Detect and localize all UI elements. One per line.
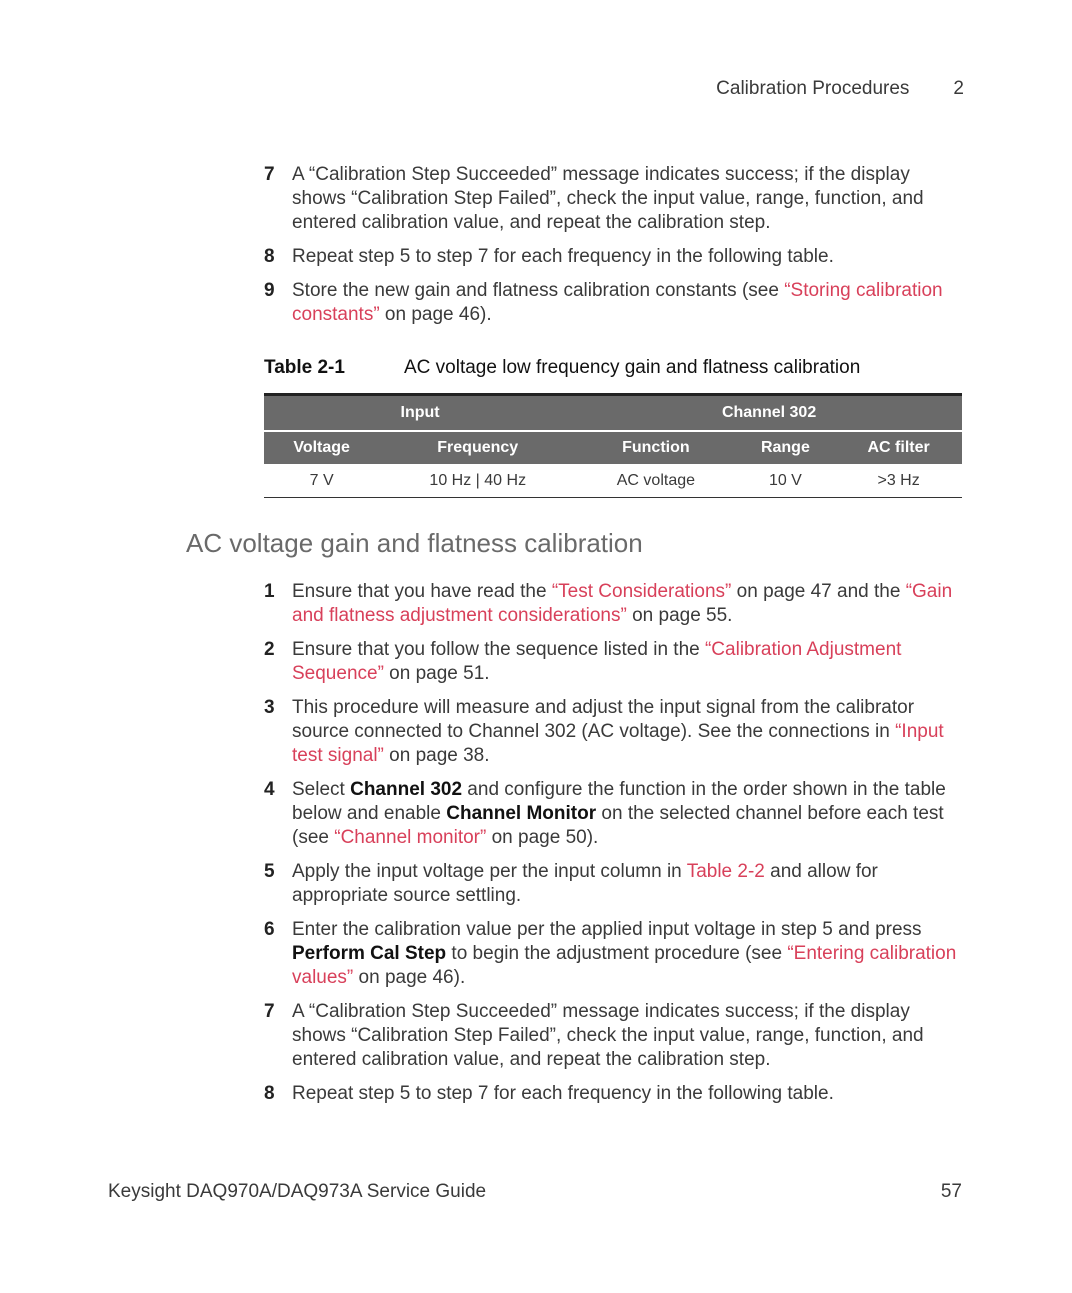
step-text-part: on page 55. (626, 605, 733, 626)
emphasis-channel-302: Channel 302 (350, 779, 463, 800)
column-header-frequency: Frequency (379, 431, 576, 464)
link-channel-monitor[interactable]: “Channel monitor” (334, 827, 487, 848)
list-item (264, 279, 964, 327)
step-text-part: Repeat step 5 to step 7 for each frequency in the following table. (292, 246, 834, 267)
emphasis-perform-cal-step: Perform Cal Step (292, 943, 447, 964)
cell-frequency: 10 Hz | 40 Hz (379, 464, 576, 498)
step-number: 4 (264, 779, 275, 800)
step-text-part: on page 47 and the (731, 581, 906, 602)
list-item (264, 1000, 964, 1072)
list-item (264, 163, 964, 235)
list-item (264, 918, 964, 990)
link-storing-calibration-constants[interactable]: “Storing calibration constants” (292, 280, 943, 325)
link-table-2-2[interactable]: Table 2-2 (686, 861, 765, 882)
step-text-part: Ensure that you have read the (292, 581, 552, 602)
running-header (716, 78, 964, 100)
step-list-bottom (264, 580, 964, 1116)
step-number: 9 (264, 280, 275, 301)
table-number: Table 2-1 (264, 357, 345, 378)
table-caption (264, 357, 860, 379)
step-text-part: Enter the calibration value per the applied input voltage in step 5 and press (292, 919, 922, 940)
step-text-part: on page 51. (383, 663, 490, 684)
emphasis-channel-monitor: Channel Monitor (446, 803, 597, 824)
step-text-part: to begin the adjustment procedure (see (446, 943, 788, 964)
step-text (292, 696, 964, 768)
footer-page-number: 57 (940, 1181, 962, 1202)
step-number: 3 (264, 697, 275, 718)
step-text-part: on the selected channel before each test (see (292, 803, 944, 848)
chapter-title: Calibration Procedures (716, 78, 910, 99)
step-text (292, 580, 964, 628)
table-row (264, 464, 962, 498)
step-number: 8 (264, 1083, 275, 1104)
step-text-part: on page 38. (383, 745, 490, 766)
step-text-part: on page 46). (353, 967, 466, 988)
step-text (292, 638, 964, 686)
list-item (264, 778, 964, 850)
step-number: 2 (264, 639, 275, 660)
step-text (292, 279, 964, 327)
step-number: 5 (264, 861, 275, 882)
step-text-part: Repeat step 5 to step 7 for each frequency in the following table. (292, 1083, 834, 1104)
step-text (292, 918, 964, 990)
calibration-table (264, 393, 962, 498)
step-text (292, 245, 964, 269)
step-number: 8 (264, 246, 275, 267)
step-text (292, 1000, 964, 1072)
chapter-number: 2 (953, 78, 964, 99)
step-number: 7 (264, 1001, 275, 1022)
step-text-part: Ensure that you follow the sequence listed in the (292, 639, 705, 660)
cell-function: AC voltage (576, 464, 735, 498)
step-text (292, 778, 964, 850)
link-entering-calibration-values[interactable]: “Entering calibration values” (292, 943, 957, 988)
column-header-ac-filter: AC filter (835, 431, 962, 464)
step-text-part: This procedure will measure and adjust the input signal from the calibrator source connected to Channel 302 (AC voltage). See the connections in (292, 697, 915, 742)
link-calibration-adjustment-sequence[interactable]: “Calibration Adjustment Sequence” (292, 639, 902, 684)
step-text-part: Store the new gain and flatness calibration constants (see (292, 280, 785, 301)
column-header-range: Range (736, 431, 836, 464)
cell-voltage: 7 V (264, 464, 379, 498)
step-number: 1 (264, 581, 275, 602)
table-group-header-row (264, 395, 962, 432)
section-heading: AC voltage gain and flatness calibration (186, 528, 643, 558)
column-header-function: Function (576, 431, 735, 464)
list-item (264, 696, 964, 768)
list-item (264, 245, 964, 269)
footer-guide-title: Keysight DAQ970A/DAQ973A Service Guide (108, 1181, 487, 1202)
link-gain-flatness-considerations[interactable]: “Gain and flatness adjustment considerations” (292, 581, 953, 626)
list-item (264, 860, 964, 908)
step-text (292, 1082, 964, 1106)
list-item (264, 580, 964, 628)
column-header-voltage: Voltage (264, 431, 379, 464)
group-header-channel: Channel 302 (576, 395, 962, 432)
list-item (264, 638, 964, 686)
table-title: AC voltage low frequency gain and flatness calibration (404, 357, 861, 378)
link-test-considerations[interactable]: “Test Considerations” (551, 581, 732, 602)
step-text-part: on page 50). (486, 827, 599, 848)
step-text-part: Select (292, 779, 351, 800)
list-item (264, 1082, 964, 1106)
cell-ac-filter: >3 Hz (835, 464, 962, 498)
table-column-header-row (264, 431, 962, 464)
step-number: 7 (264, 164, 275, 185)
step-text-part: and configure the function in the order shown in the table below and enable (292, 779, 946, 824)
step-text (292, 860, 964, 908)
step-text-part: Apply the input voltage per the input column in (292, 861, 687, 882)
step-text-part: A “Calibration Step Succeeded” message indicates success; if the display shows “Calibration Step Failed”, check the input value, range, function, and entered calibration value, and repeat the calibration step. (292, 164, 924, 233)
step-text-part: A “Calibration Step Succeeded” message indicates success; if the display shows “Calibration Step Failed”, check the input value, range, function, and entered calibration value, and repeat the calibration step. (292, 1001, 924, 1070)
cell-range: 10 V (736, 464, 836, 498)
step-text-part: on page 46). (379, 304, 492, 325)
group-header-input: Input (264, 395, 576, 432)
step-number: 6 (264, 919, 275, 940)
step-list-top (264, 163, 964, 337)
link-input-test-signal[interactable]: “Input test signal” (292, 721, 944, 766)
step-text (292, 163, 964, 235)
step-text-part: and allow for appropriate source settling. (292, 861, 878, 906)
